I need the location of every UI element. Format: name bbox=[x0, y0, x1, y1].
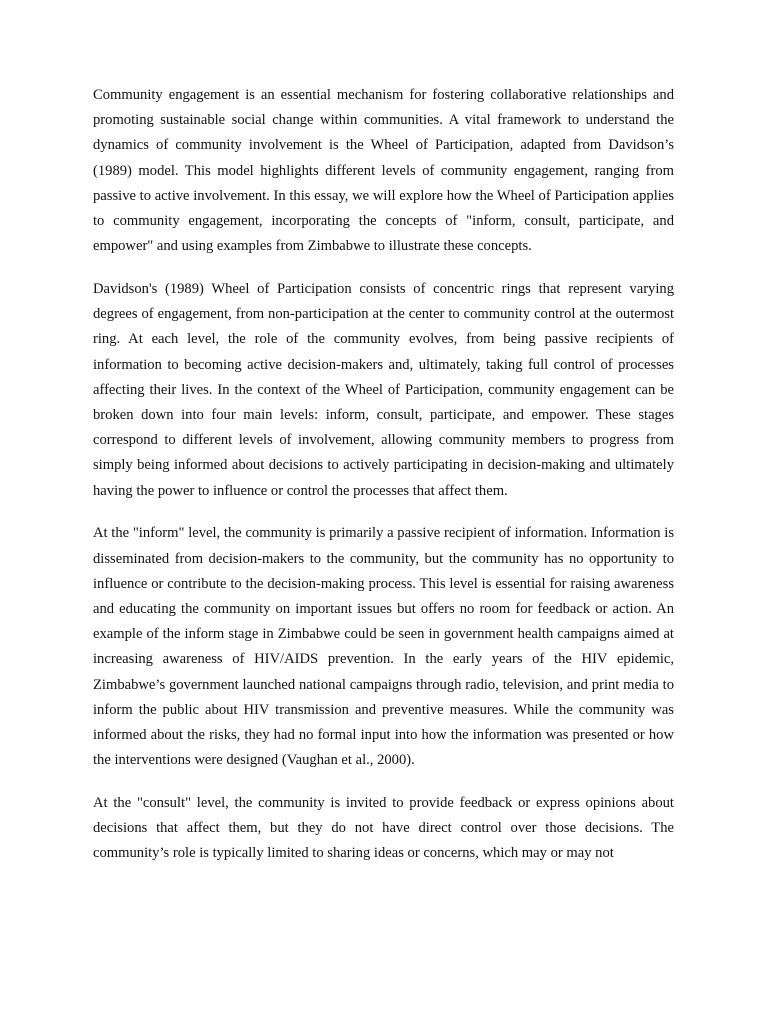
paragraph-wheel-of-participation: Davidson's (1989) Wheel of Participation consists of concentric rings that represent varying degrees of engagement, from non-participation at the center to community control at the outermost ring. At each level, the role of the community evolves, from being passive recipients of information to becoming active decision-makers and, ultimately, taking full control of processes affecting their lives. In the context of the Wheel of Participation, community engagement can be broken down into four main levels: inform, consult, participate, and empower. These stages correspond to different levels of involvement, allowing community members to progress from simply being informed about decisions to actively participating in decision-making and ultimately having the power to influence or control the processes that affect them. bbox=[93, 281, 674, 499]
document-page bbox=[93, 83, 674, 867]
paragraph-inform-level: At the "inform" level, the community is primarily a passive recipient of information. Information is disseminated from decision-makers to the community, but the community has no opportunity to influence or contribute to the decision-making process. This level is essential for raising awareness and educating the community on important issues but offers no room for feedback or action. An example of the inform stage in Zimbabwe could be seen in government health campaigns aimed at increasing awareness of HIV/AIDS prevention. In the early years of the HIV epidemic, Zimbabwe’s government launched national campaigns through radio, television, and print media to inform the public about HIV transmission and preventive measures. While the community was informed about the risks, they had no formal input into how the information was presented or how the interventions were designed (Vaughan et al., 2000). bbox=[93, 525, 674, 769]
paragraph-consult-level: At the "consult" level, the community is invited to provide feedback or express opinions about decisions that affect them, but they do not have direct control over those decisions. The community’s role is typically limited to sharing ideas or concerns, which may or may not bbox=[93, 795, 674, 862]
paragraph-introduction: Community engagement is an essential mechanism for fostering collaborative relationships and promoting sustainable social change within communities. A vital framework to understand the dynamics of community involvement is the Wheel of Participation, adapted from Davidson’s (1989) model. This model highlights different levels of community engagement, ranging from passive to active involvement. In this essay, we will explore how the Wheel of Participation applies to community engagement, incorporating the concepts of "inform, consult, participate, and empower" and using examples from Zimbabwe to illustrate these concepts. bbox=[93, 87, 674, 255]
